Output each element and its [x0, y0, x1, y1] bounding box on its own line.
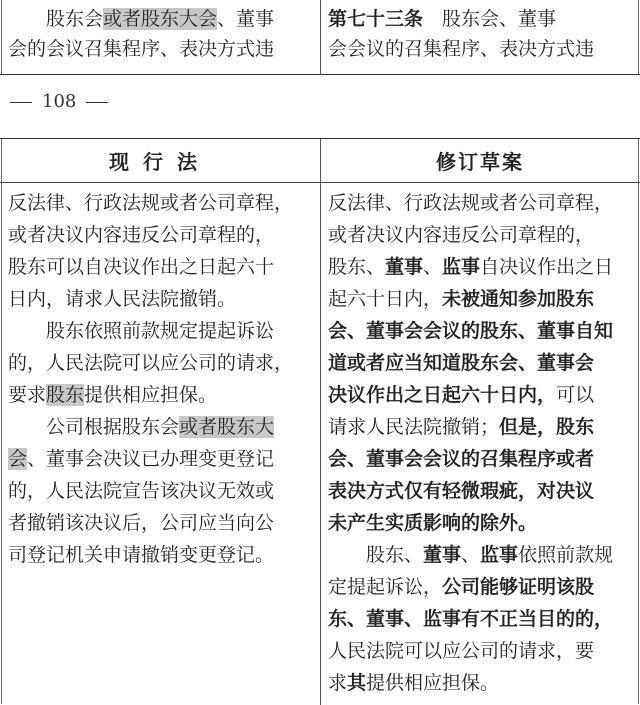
text-line	[328, 635, 634, 667]
text-line	[8, 379, 314, 411]
text-line	[8, 315, 314, 347]
text-span: 股东、	[328, 256, 386, 278]
table-right-border	[638, 139, 639, 704]
text-line	[8, 219, 314, 251]
text-span: 反法律、行政法规或者公司章程，	[328, 192, 614, 214]
text-span: 可以	[556, 384, 595, 406]
text-line	[328, 251, 634, 283]
text-line	[8, 187, 314, 219]
text-line	[8, 251, 314, 283]
table-right-border	[638, 0, 639, 74]
text-line	[328, 283, 634, 315]
text-span: 、	[461, 544, 481, 566]
bold-text: 监事	[442, 256, 481, 278]
column-divider	[320, 139, 321, 705]
text-line	[328, 475, 634, 507]
text-line	[328, 4, 634, 34]
text-span: 股东可以自决议作出之日起六十	[8, 256, 275, 278]
text-span: 反法律、行政法规或者公司章程，	[8, 192, 294, 214]
table-left-border	[1, 0, 2, 74]
text-line	[328, 443, 634, 475]
text-span: 的，人民法院可以应公司的请求，	[8, 352, 294, 374]
bold-text: 第七十三条	[328, 8, 424, 30]
text-line	[328, 187, 634, 219]
dash-left	[10, 102, 32, 103]
bold-text: 道或者应当知道股东会、董事会	[328, 352, 595, 374]
text-span: 提供相应担保。	[84, 384, 218, 406]
text-line	[328, 507, 634, 539]
text-line	[328, 539, 634, 571]
text-span: 定提起诉讼，	[328, 576, 443, 598]
top-table-fragment	[0, 0, 640, 75]
highlighted-text: 股东	[46, 384, 85, 406]
text-line	[8, 283, 314, 315]
text-span: 起六十日内，	[328, 288, 443, 310]
text-span: 、董事会决议已办理变更登记	[27, 448, 275, 470]
text-span: 人民法院可以应公司的请求，要	[328, 640, 595, 662]
header-revision-draft: 修订草案	[436, 150, 524, 174]
bold-text: 但是，股东	[499, 416, 595, 438]
text-span: 、董事	[217, 8, 275, 30]
text-span: 会的会议召集程序、表决方式违	[8, 38, 275, 60]
text-line	[328, 379, 634, 411]
current-law-column	[8, 187, 314, 571]
bold-text: 表决方式仅有轻微瑕疵，对决议	[328, 480, 595, 502]
text-span: 要求	[8, 384, 47, 406]
top-left-column	[8, 4, 314, 64]
text-span: 、	[423, 256, 443, 278]
text-line	[8, 475, 314, 507]
dash-right	[86, 102, 108, 103]
bold-text: 董事	[385, 256, 424, 278]
text-span: 司登记机关申请撤销变更登记。	[8, 544, 275, 566]
text-line	[8, 411, 314, 443]
text-line	[8, 347, 314, 379]
top-right-column	[328, 4, 634, 64]
bold-text: 公司能够证明该股	[442, 576, 595, 598]
table-left-border	[1, 139, 2, 704]
text-line	[8, 539, 314, 571]
text-span: 者撤销该决议后，公司应当向公	[8, 512, 275, 534]
text-span: 依照前款规	[518, 544, 614, 566]
text-span: 股东依照前款规定提起诉讼	[46, 320, 275, 342]
column-divider	[320, 0, 321, 75]
text-span: 的，人民法院宣告该决议无效或	[8, 480, 275, 502]
comparison-table	[0, 138, 640, 704]
bold-text: 决议作出之日起六十日内，	[328, 384, 557, 406]
text-line	[328, 219, 634, 251]
bold-text: 未被通知参加股东	[442, 288, 595, 310]
text-span: 股东会	[8, 8, 104, 30]
text-line	[328, 667, 634, 699]
text-span: 公司根据股东会	[46, 416, 180, 438]
bold-text: 会、董事会会议的召集程序或者	[328, 448, 595, 470]
text-span: 请求人民法院撤销；	[328, 416, 500, 438]
text-span: 或者决议内容违反公司章程的，	[8, 224, 275, 246]
bold-text: 会、董事会会议的股东、董事自知	[328, 320, 614, 342]
bold-text: 监事	[480, 544, 519, 566]
header-rule	[0, 182, 640, 183]
text-span: 提供相应担保。	[366, 672, 500, 694]
bold-text: 董事	[423, 544, 462, 566]
revision-draft-column	[328, 187, 634, 699]
text-span: 股东会、董事	[423, 8, 557, 30]
bold-text: 东、董事、监事有不正当目的的，	[328, 608, 614, 630]
text-line	[8, 443, 314, 475]
highlighted-text: 会	[8, 448, 28, 470]
text-line	[328, 34, 634, 64]
header-current-law: 现行法	[109, 150, 211, 174]
text-span: 自决议作出之日	[480, 256, 614, 278]
bold-text: 未产生实质影响的除外。	[328, 512, 538, 534]
page-number: 108	[42, 91, 77, 112]
page-number-row	[0, 88, 118, 116]
text-span: 股东、	[366, 544, 424, 566]
text-line	[8, 507, 314, 539]
text-line	[328, 315, 634, 347]
text-line	[328, 411, 634, 443]
text-line	[328, 603, 634, 635]
text-line	[328, 347, 634, 379]
highlighted-text: 或者股东大	[179, 416, 275, 438]
text-line	[8, 4, 314, 34]
text-span: 日内，请求人民法院撤销。	[8, 288, 237, 310]
highlighted-text: 或者股东大会	[103, 8, 218, 30]
text-span: 会会议的召集程序、表决方式违	[328, 38, 595, 60]
text-line	[8, 34, 314, 64]
text-line	[328, 571, 634, 603]
text-span: 或者决议内容违反公司章程的，	[328, 224, 595, 246]
bold-text: 其	[347, 672, 367, 694]
text-span: 求	[328, 672, 348, 694]
